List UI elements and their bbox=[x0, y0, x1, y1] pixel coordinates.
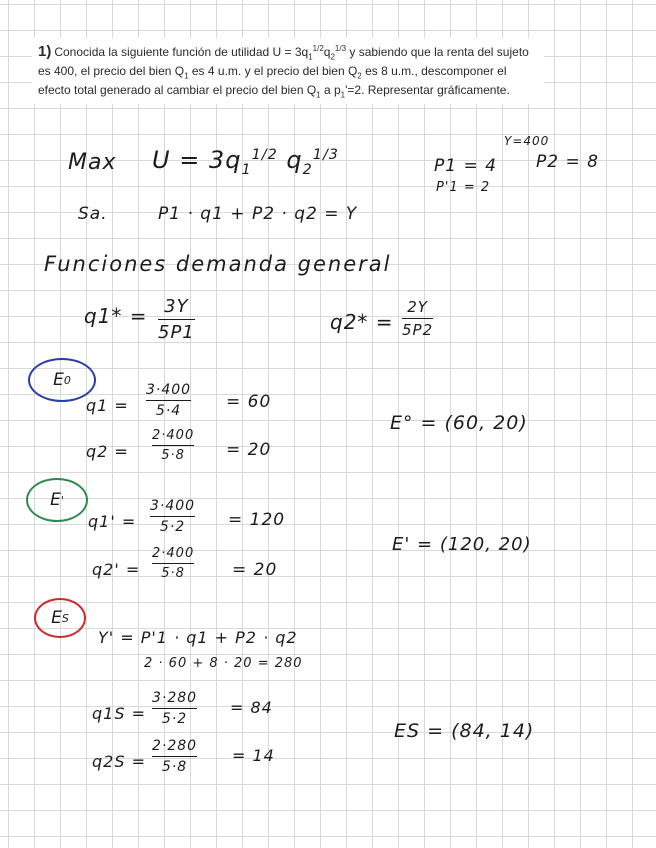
es-q2-lhs: q2S = bbox=[92, 752, 146, 771]
problem-text-6: a p bbox=[320, 83, 341, 97]
utility-sub-2: 2 bbox=[302, 161, 313, 178]
problem-number: 1) bbox=[38, 43, 52, 60]
q2-star-fraction bbox=[402, 298, 433, 339]
utility-sub-1: 1 bbox=[241, 161, 252, 178]
problem-sub-5: 1 bbox=[316, 90, 321, 100]
problem-text-4: es 4 u.m. y el precio del bien Q bbox=[188, 64, 358, 78]
problem-text-3: y sabiendo que la renta del sujeto es 400, el precio del bien Q bbox=[38, 45, 529, 78]
e1-badge-letter: E bbox=[50, 490, 61, 510]
problem-text-2: q bbox=[323, 45, 331, 59]
e1-q1-denominator: 5·2 bbox=[159, 519, 186, 535]
demand-functions-title: Funciones demanda general bbox=[44, 252, 392, 276]
e0-q2-result: = 20 bbox=[226, 440, 272, 460]
q1-star-denominator: 5P1 bbox=[158, 322, 195, 343]
e1-point: E' = (120, 20) bbox=[392, 534, 532, 555]
es-q2-fraction bbox=[152, 738, 197, 775]
e1-q2-lhs: q2' = bbox=[92, 560, 141, 579]
problem-sup-1: 1/2 bbox=[312, 44, 324, 53]
q1-star-lhs: q1* = bbox=[84, 304, 148, 328]
e0-badge-sup: 0 bbox=[63, 373, 71, 387]
es-badge-sup: S bbox=[61, 611, 69, 625]
es-point: ES = (84, 14) bbox=[394, 720, 535, 742]
e1-q2-result: = 20 bbox=[232, 560, 278, 580]
es-badge-letter: E bbox=[51, 608, 62, 628]
e0-badge-letter: E bbox=[53, 370, 64, 390]
fraction-bar bbox=[152, 708, 197, 709]
es-q2-numerator: 2·280 bbox=[152, 738, 198, 754]
es-income-equation: Y' = P'1 · q1 + P2 · q2 bbox=[98, 628, 298, 647]
utility-exp-1: 1/2 bbox=[251, 147, 278, 163]
es-q1-result: = 84 bbox=[230, 698, 273, 717]
fraction-bar bbox=[152, 756, 197, 757]
problem-sub-6: 1 bbox=[340, 90, 346, 100]
utility-lhs: U = 3q bbox=[152, 146, 242, 174]
problem-statement bbox=[32, 38, 544, 104]
budget-constraint: P1 · q1 + P2 · q2 = Y bbox=[158, 204, 358, 224]
es-q2-result: = 14 bbox=[232, 746, 275, 765]
e1-badge-sup: ' bbox=[60, 493, 64, 507]
es-q1-denominator: 5·2 bbox=[161, 711, 188, 727]
es-q2-denominator: 5·8 bbox=[161, 759, 188, 775]
problem-text-7: '=2. Representar gráficamente. bbox=[345, 83, 510, 97]
fraction-bar bbox=[152, 445, 194, 446]
utility-exp-2: 1/3 bbox=[312, 147, 339, 163]
utility-q2: q bbox=[286, 146, 303, 174]
e1-q1-result: = 120 bbox=[228, 510, 286, 530]
e0-q2-fraction bbox=[152, 428, 194, 463]
problem-sub-3: 1 bbox=[184, 71, 189, 81]
e0-q1-lhs: q1 = bbox=[86, 396, 129, 415]
e0-q1-fraction bbox=[146, 382, 191, 419]
e0-q1-result: = 60 bbox=[226, 392, 272, 412]
e0-point: E° = (60, 20) bbox=[390, 412, 528, 434]
problem-sub-2: 2 bbox=[330, 52, 335, 62]
es-q1-fraction bbox=[152, 690, 197, 727]
e0-q2-lhs: q2 = bbox=[86, 442, 129, 461]
income-note: Y=400 bbox=[504, 134, 550, 148]
price-p1-new: P'1 = 2 bbox=[436, 180, 491, 195]
es-q1-numerator: 3·280 bbox=[152, 690, 198, 706]
e0-q2-denominator: 5·8 bbox=[161, 448, 185, 463]
e1-badge bbox=[26, 478, 88, 522]
e1-q2-fraction bbox=[152, 546, 194, 581]
utility-function bbox=[152, 146, 339, 178]
fraction-bar bbox=[146, 400, 191, 401]
q1-star-numerator: 3Y bbox=[164, 296, 189, 317]
e0-q1-denominator: 5·4 bbox=[155, 403, 182, 419]
e1-q2-denominator: 5·8 bbox=[161, 566, 185, 581]
fraction-bar bbox=[152, 563, 194, 564]
e1-q2-numerator: 2·400 bbox=[152, 546, 195, 561]
problem-sub-1: 1 bbox=[308, 52, 313, 62]
max-label: Max bbox=[68, 150, 117, 175]
es-q1-lhs: q1S = bbox=[92, 704, 146, 723]
q2-star-lhs: q2* = bbox=[330, 310, 394, 334]
e1-q1-numerator: 3·400 bbox=[150, 498, 196, 514]
problem-sub-4: 2 bbox=[357, 71, 362, 81]
fraction-bar bbox=[158, 319, 195, 320]
q1-star-fraction bbox=[158, 296, 195, 343]
sa-label: Sa. bbox=[78, 204, 108, 224]
e0-q1-numerator: 3·400 bbox=[146, 382, 192, 398]
e0-q2-numerator: 2·400 bbox=[152, 428, 195, 443]
problem-sup-2: 1/3 bbox=[334, 44, 347, 53]
problem-text-1: Conocida la siguiente función de utilidad U = 3q bbox=[54, 45, 309, 59]
q2-star-numerator: 2Y bbox=[407, 298, 428, 316]
e1-q1-fraction bbox=[150, 498, 195, 535]
es-badge bbox=[34, 598, 86, 638]
q2-star-denominator: 5P2 bbox=[402, 321, 434, 339]
price-p1: P1 = 4 bbox=[434, 156, 497, 176]
price-p2: P2 = 8 bbox=[536, 152, 599, 172]
fraction-bar bbox=[150, 516, 195, 517]
e1-q1-lhs: q1' = bbox=[88, 512, 137, 531]
es-income-calculation: 2 · 60 + 8 · 20 = 280 bbox=[144, 656, 303, 671]
fraction-bar bbox=[402, 318, 433, 319]
problem-text-5: es 8 u.m., descomponer el efecto total generado al cambiar el precio del bien Q bbox=[38, 64, 507, 97]
